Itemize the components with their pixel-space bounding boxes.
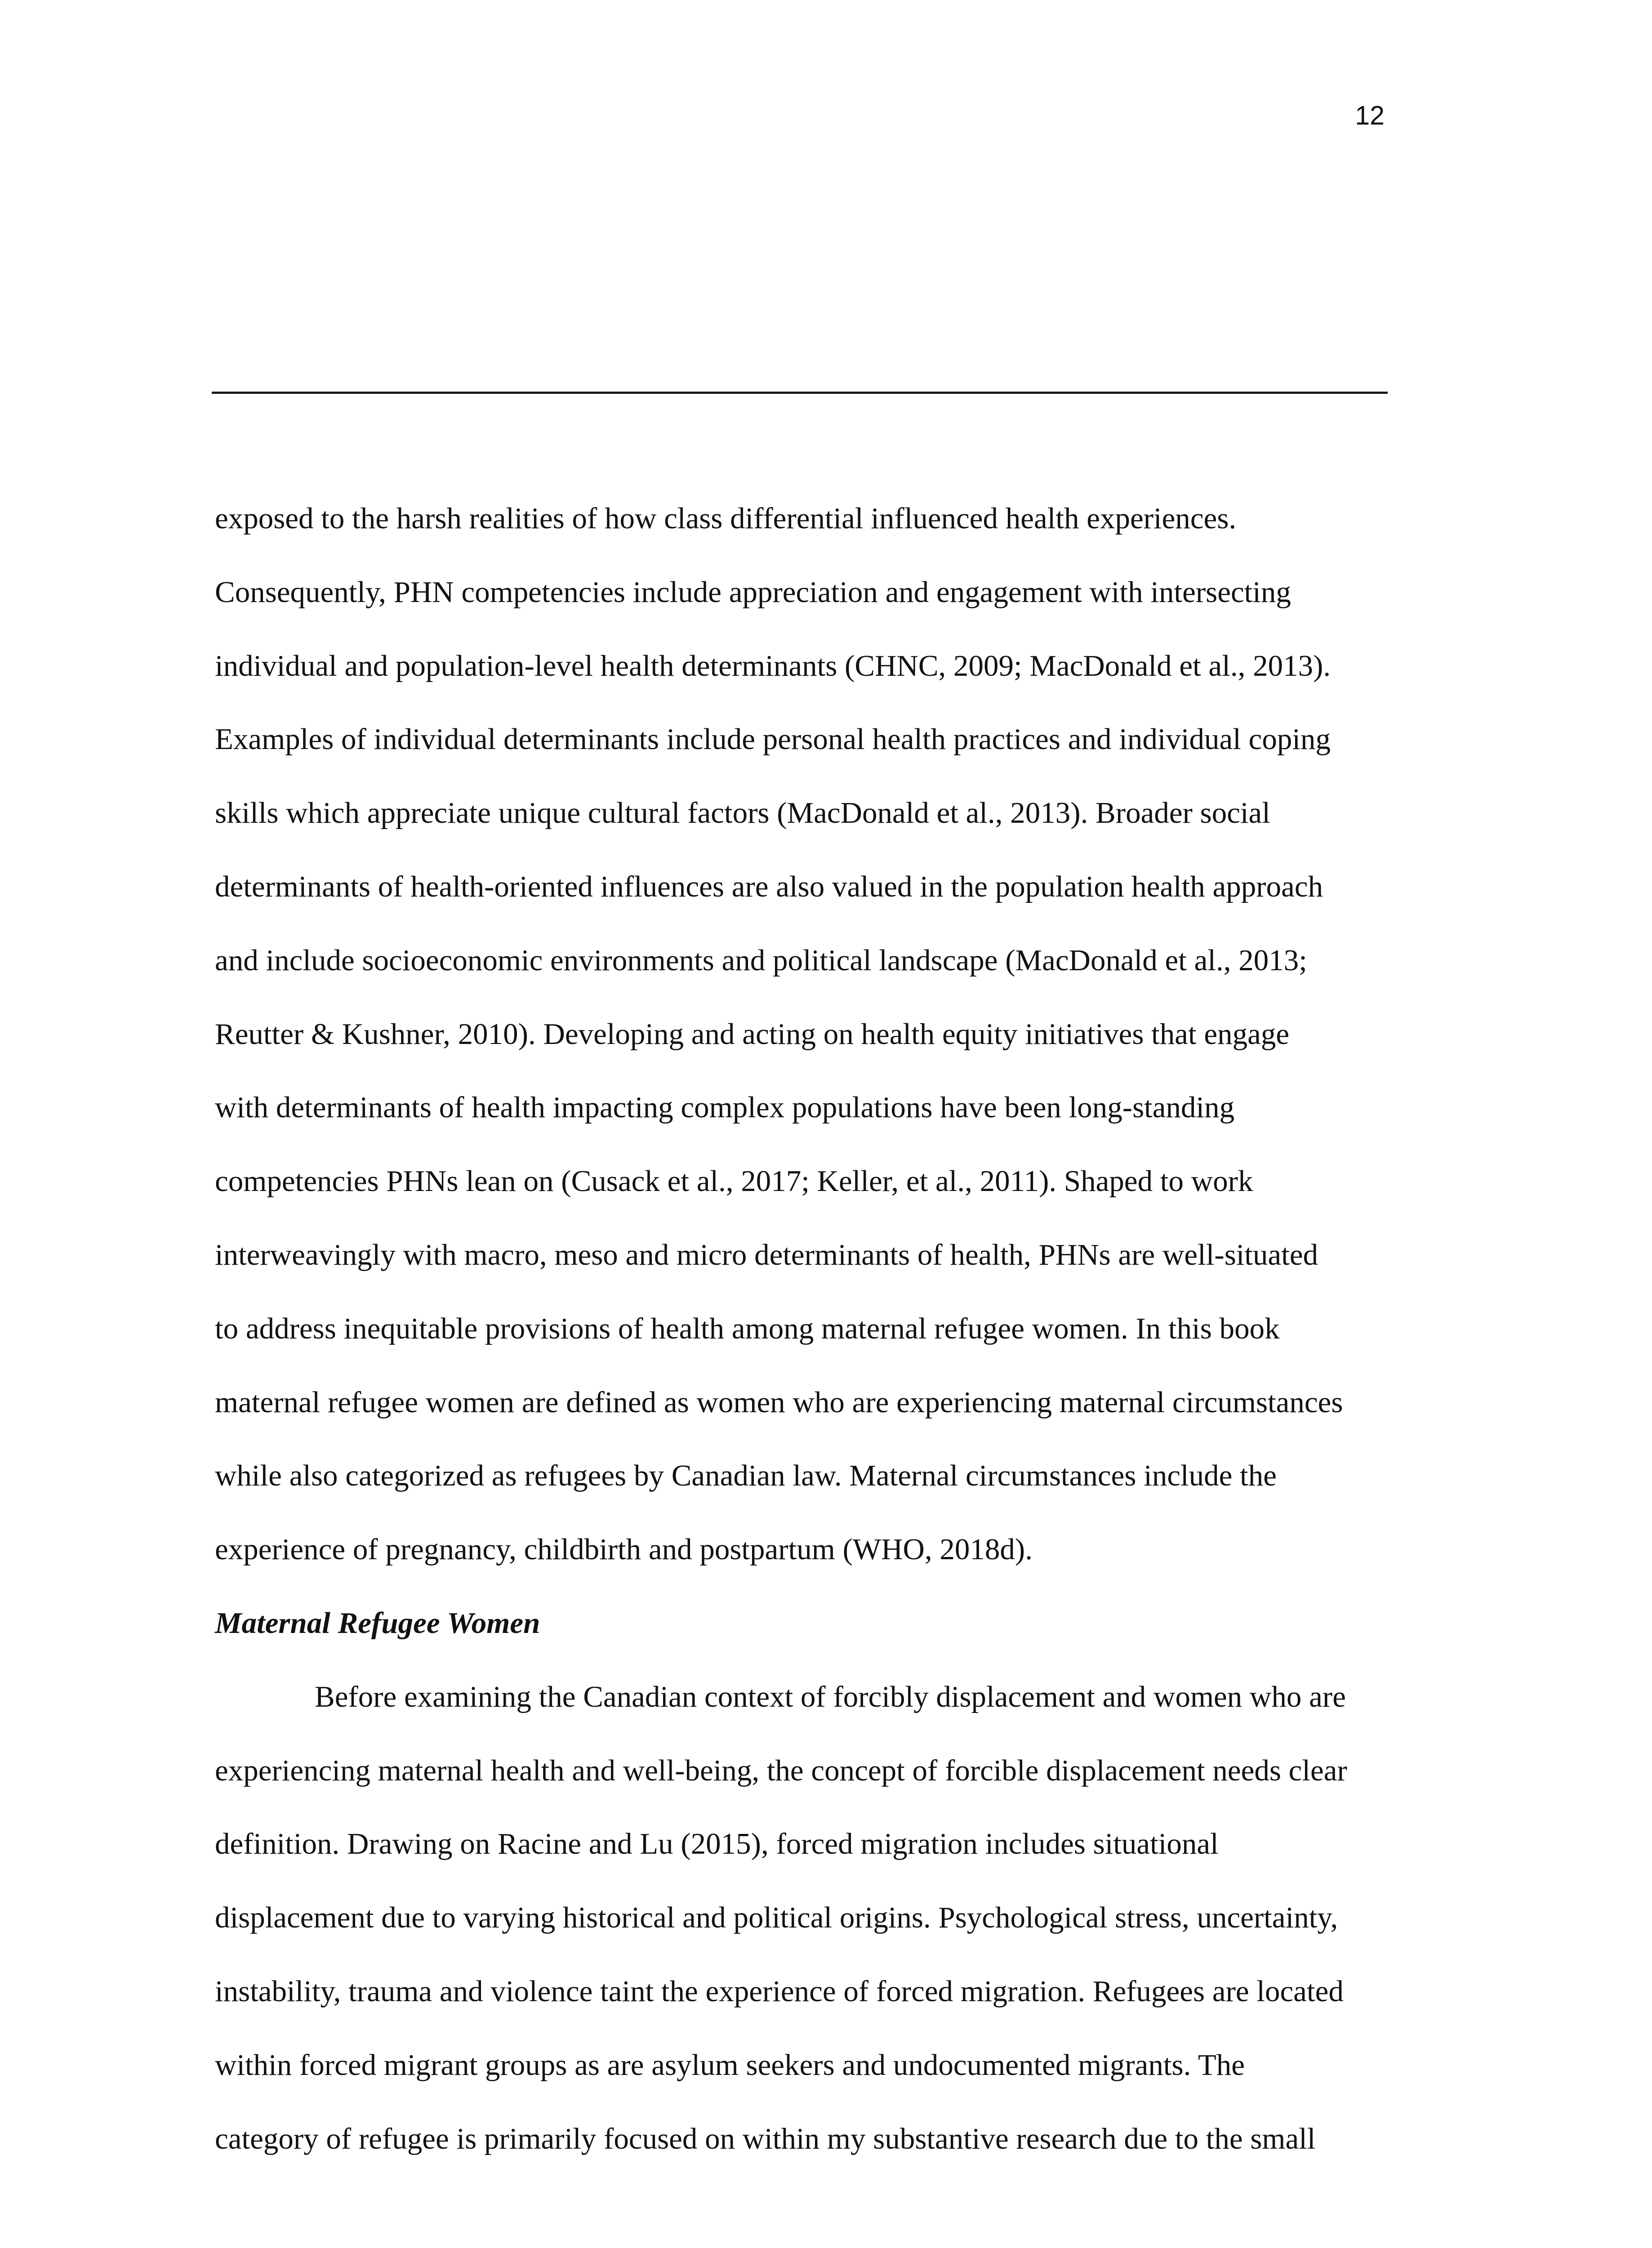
- text-line: exposed to the harsh realities of how class differential influenced health experiences.: [215, 502, 1237, 535]
- text-line: within forced migrant groups as are asylum seekers and undocumented migrants. The: [215, 2048, 1245, 2082]
- header-divider: [212, 392, 1388, 394]
- text-line: maternal refugee women are defined as women who are experiencing maternal circumstances: [215, 1385, 1343, 1419]
- text-line: interweavingly with macro, meso and micro determinants of health, PHNs are well-situated: [215, 1238, 1318, 1271]
- document-body: [215, 499, 1456, 2193]
- text-line: skills which appreciate unique cultural factors (MacDonald et al., 2013). Broader social: [215, 796, 1270, 830]
- section-heading: Maternal Refugee Women: [215, 1606, 540, 1640]
- text-line: definition. Drawing on Racine and Lu (2015), forced migration includes situational: [215, 1827, 1219, 1861]
- text-line: determinants of health-oriented influences are also valued in the population health approach: [215, 870, 1323, 903]
- text-line: competencies PHNs lean on (Cusack et al., 2017; Keller, et al., 2011). Shaped to work: [215, 1164, 1253, 1198]
- text-line: to address inequitable provisions of health among maternal refugee women. In this book: [215, 1311, 1280, 1345]
- text-line: individual and population-level health determinants (CHNC, 2009; MacDonald et al., 2013).: [215, 649, 1331, 682]
- text-line: experience of pregnancy, childbirth and postpartum (WHO, 2018d).: [215, 1533, 1033, 1566]
- text-line: displacement due to varying historical and political origins. Psychological stress, uncertainty,: [215, 1901, 1338, 1935]
- text-line: and include socioeconomic environments and political landscape (MacDonald et al., 2013;: [215, 943, 1307, 977]
- text-line: Examples of individual determinants include personal health practices and individual coping: [215, 723, 1331, 756]
- text-line: with determinants of health impacting complex populations have been long-standing: [215, 1091, 1235, 1124]
- text-line: Reutter & Kushner, 2010). Developing and acting on health equity initiatives that engage: [215, 1017, 1290, 1051]
- text-line: category of refugee is primarily focused on within my substantive research due to the small: [215, 2122, 1316, 2155]
- text-line: Consequently, PHN competencies include appreciation and engagement with intersecting: [215, 575, 1291, 609]
- page-number: 12: [1355, 101, 1385, 130]
- text-line: instability, trauma and violence taint the experience of forced migration. Refugees are located: [215, 1974, 1344, 2008]
- text-line: while also categorized as refugees by Canadian law. Maternal circumstances include the: [215, 1459, 1277, 1493]
- text-line: Before examining the Canadian context of forcibly displacement and women who are: [315, 1680, 1346, 1713]
- text-line: experiencing maternal health and well-being, the concept of forcible displacement needs clear: [215, 1753, 1347, 1787]
